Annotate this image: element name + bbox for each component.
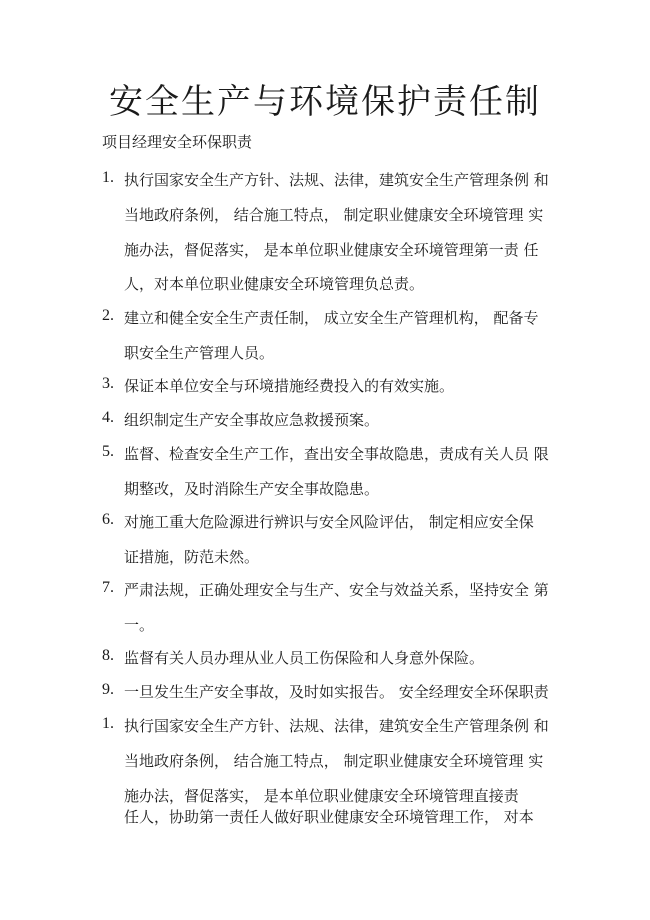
item-text-line: 职安全生产管理人员。: [124, 344, 275, 362]
item-text-line: 保证本单位安全与环境措施经费投入的有效实施。: [124, 377, 455, 395]
item-text-line: 一旦发生生产安全事故，及时如实报告。 安全经理安全环保职责: [124, 683, 549, 701]
item-text-line: 严肃法规，正确处理安全与生产、安全与效益关系，坚持安全 第: [124, 581, 549, 599]
item-text-line: 建立和健全安全生产责任制， 成立安全生产管理机构， 配备专: [124, 309, 539, 327]
item-text-line: 人，对本单位职业健康安全环境管理负总责。: [124, 275, 425, 293]
item-number: 2.: [102, 307, 114, 324]
item-text-line: 执行国家安全生产方针、法规、法律，建筑安全生产管理条例 和: [124, 171, 549, 189]
item-number: 6.: [102, 511, 114, 528]
item-number: 5.: [102, 443, 114, 460]
item-text-line: 当地政府条例， 结合施工特点， 制定职业健康安全环境管理 实: [124, 752, 544, 770]
item-text-line: 当地政府条例， 结合施工特点， 制定职业健康安全环境管理 实: [124, 206, 544, 224]
item-number: 3.: [102, 375, 114, 392]
item-text-line: 施办法，督促落实， 是本单位职业健康安全环境管理直接责: [124, 787, 519, 805]
item-number: 1.: [102, 715, 114, 732]
item-text-line: 任人，协助第一责任人做好职业健康安全环境管理工作， 对本: [124, 808, 534, 826]
item-number: 4.: [102, 409, 114, 426]
item-text-line: 证措施，防范未然。: [124, 548, 260, 566]
item-text-line: 监督有关人员办理从业人员工伤保险和人身意外保险。: [124, 649, 485, 667]
item-text-line: 期整改，及时消除生产安全事故隐患。: [124, 480, 380, 498]
item-text-line: 施办法，督促落实， 是本单位职业健康安全环境管理第一责 任: [124, 241, 539, 259]
item-number: 1.: [102, 169, 114, 186]
document-title: 安全生产与环境保护责任制: [109, 82, 541, 122]
item-text-line: 对施工重大危险源进行辨识与安全风险评估， 制定相应安全保: [124, 513, 534, 531]
item-number: 8.: [102, 647, 114, 664]
item-text-line: 监督、检查安全生产工作，查出安全事故隐患，责成有关人员 限: [124, 445, 549, 463]
item-text-line: 执行国家安全生产方针、法规、法律，建筑安全生产管理条例 和: [124, 717, 549, 735]
item-text-line: 一。: [124, 616, 155, 634]
item-number: 9.: [102, 681, 114, 698]
section-heading: 项目经理安全环保职责: [102, 133, 253, 151]
item-number: 7.: [102, 579, 114, 596]
item-text-line: 组织制定生产安全事故应急救援预案。: [124, 411, 380, 429]
